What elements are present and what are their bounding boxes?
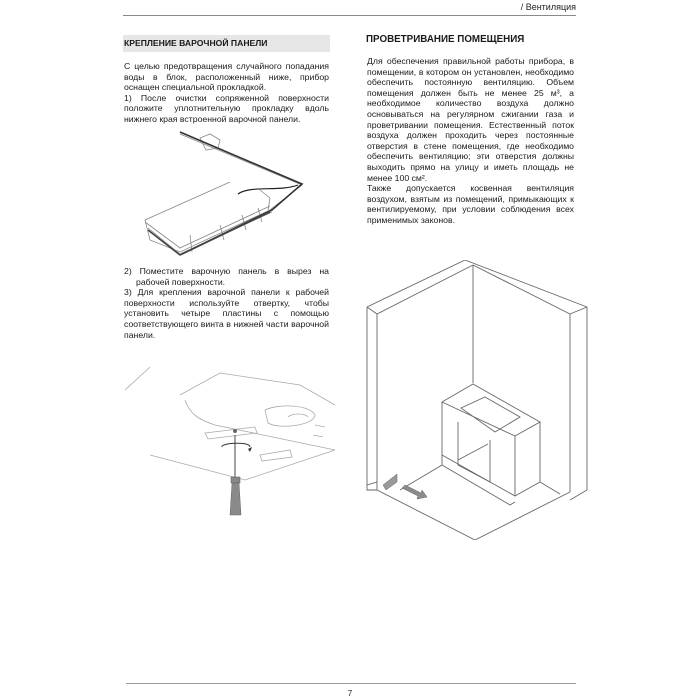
hob-fixing-text-1 (124, 61, 329, 125)
hob-fixing-text-2 (124, 266, 329, 340)
room-ventilation-illustration (360, 260, 590, 540)
hob-fixing-intro: С целью предотвращения случайного попадания воды в блок, расположенный ниже, прибор оснащен специальной прокладкой. (124, 61, 329, 93)
page-number: 7 (347, 689, 353, 698)
section-title-ventilation: ПРОВЕТРИВАНИЕ ПОМЕЩЕНИЯ (366, 34, 525, 45)
header-divider (123, 15, 576, 16)
ventilation-paragraph-2: Также допускается косвенная вентиляция воздухом, взятым из помещений, примыкающих к вентилируемому, при условии соблюдения всех применимых законов. (367, 183, 574, 225)
section-title-hob-fixing: КРЕПЛЕНИЕ ВАРОЧНОЙ ПАНЕЛИ (123, 35, 330, 52)
hob-fixing-step-1: 1) После очистки сопряженной поверхности положите уплотнительную прокладку вдоль нижнего края встроенной варочной панели. (124, 92, 329, 124)
ventilation-text (367, 56, 574, 226)
hob-fixing-step-3: 3) Для крепления варочной панели к рабочей поверхности используйте отвертку, чтобы установить четыре пластины с помощью соответствующего винта в нижней части варочной панели. (124, 287, 329, 340)
hob-fixing-step-2: 2) Поместите варочную панель в вырез на рабочей поверхности. (124, 266, 329, 287)
gasket-illustration (120, 130, 320, 260)
screwdriver-illustration (120, 355, 345, 520)
header-section-label: / Вентиляция (520, 2, 576, 12)
ventilation-paragraph-1: Для обеспечения правильной работы прибора, в помещении, в котором он установлен, необходимо обеспечить постоянную вентиляцию. Объем помещения должен быть не менее 25 м³, а необходимое количество воздуха должно основываться на регулярном сжигании газа и проветривании помещения. Естественный поток воздуха должен проходить через постоянные отверстия в стене помещения, где необходимо обеспечить вентиляцию; эти отверстия должны выходить прямо на улицу и иметь площадь не менее 100 см². (367, 56, 574, 183)
footer-divider (126, 683, 576, 684)
